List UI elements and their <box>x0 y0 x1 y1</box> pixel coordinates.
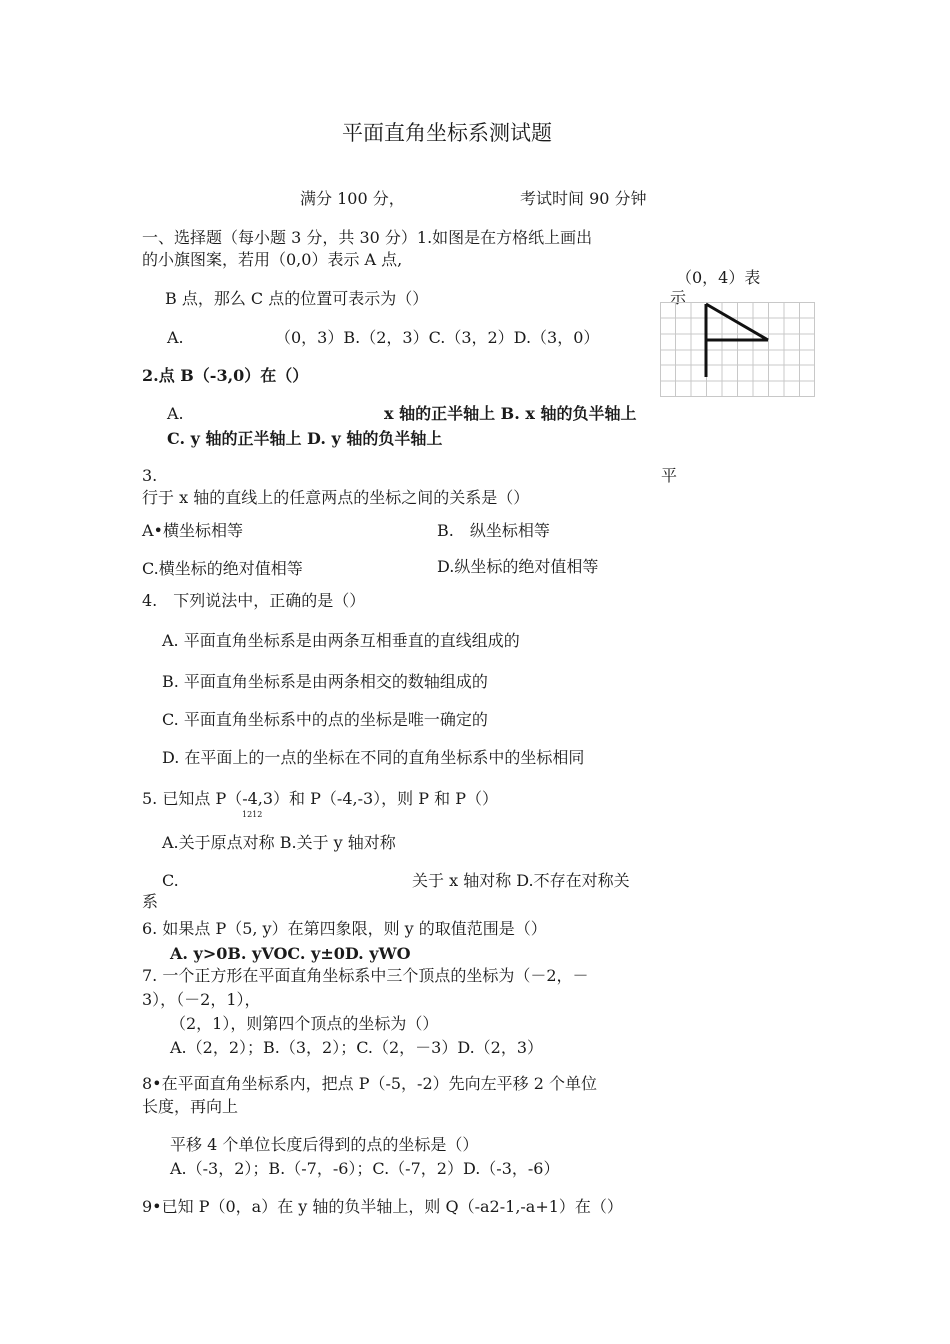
q5-options-ab: A.关于原点对称 B.关于 y 轴对称 <box>162 833 396 852</box>
q4-option-b: B. 平面直角坐标系是由两条相交的数轴组成的 <box>162 672 488 691</box>
q8-stem-line2: 长度，再向上 <box>142 1097 239 1116</box>
q1-side-text-2: 示 <box>670 288 687 307</box>
q3-option-b: B. 纵坐标相等 <box>437 521 550 540</box>
q7-options: A.（2，2）；B.（3，2）；C.（2，－3）D.（2，3） <box>170 1038 544 1057</box>
q2-stem: 2.点 B（-3,0）在（） <box>142 366 309 385</box>
q7-stem-line2: 3），（－2，1）， <box>142 990 261 1009</box>
q5-subscripts: 1212 <box>242 810 263 819</box>
flag-on-grid-icon <box>660 302 815 397</box>
q4-option-c: C. 平面直角坐标系中的点的坐标是唯一确定的 <box>162 710 488 729</box>
q6-options: A. y>0B. yVOC. y±0D. yWO <box>170 944 411 963</box>
q1-side-text: （0，4）表 <box>676 268 761 287</box>
q3-option-c: C.横坐标的绝对值相等 <box>142 559 303 578</box>
q3-option-a: A•横坐标相等 <box>142 521 243 540</box>
q4-option-a: A. 平面直角坐标系是由两条互相垂直的直线组成的 <box>162 631 520 650</box>
q3-stem: 行于 x 轴的直线上的任意两点的坐标之间的关系是（） <box>142 488 530 507</box>
q1-stem-line3: B 点，那么 C 点的位置可表示为（） <box>165 289 429 308</box>
q5-option-c-label: C. <box>162 871 179 890</box>
q5-wrap: 系 <box>142 892 159 911</box>
q7-stem-line1: 7. 一个正方形在平面直角坐标系中三个顶点的坐标为（－2，－ <box>142 966 589 985</box>
q1-options: （0，3）B.（2，3）C.（3，2）D.（3，0） <box>275 328 600 347</box>
q2-option-a-label: A. <box>167 404 184 423</box>
q8-options: A.（-3，2）；B.（-7，-6）；C.（-7，2）D.（-3，-6） <box>170 1159 560 1178</box>
q2-options-line1: x 轴的正半轴上 B. x 轴的负半轴上 <box>384 404 637 423</box>
total-score: 满分 100 分， <box>300 189 405 208</box>
q1-stem-line1: 一、选择题（每小题 3 分，共 30 分）1.如图是在方格纸上画出 <box>142 228 593 247</box>
q1-option-a-label: A. <box>167 328 184 347</box>
q5-options-cd: 关于 x 轴对称 D.不存在对称关 <box>412 871 630 890</box>
q1-stem-line2: 的小旗图案，若用（0,0）表示 A 点, <box>142 250 403 269</box>
q7-stem-line3: （2，1），则第四个顶点的坐标为（） <box>170 1014 439 1033</box>
q3-side-text: 平 <box>661 466 678 485</box>
q9-stem: 9•已知 P（0，a）在 y 轴的负半轴上，则 Q（-a2-1,-a+1）在（） <box>142 1197 623 1216</box>
exam-time: 考试时间 90 分钟 <box>520 189 647 208</box>
q6-stem: 6. 如果点 P（5, y）在第四象限，则 y 的取值范围是（） <box>142 919 547 938</box>
q8-stem-line3: 平移 4 个单位长度后得到的点的坐标是（） <box>170 1135 479 1154</box>
q2-options-line2: C. y 轴的正半轴上 D. y 轴的负半轴上 <box>167 429 443 448</box>
page-title: 平面直角坐标系测试题 <box>342 121 552 145</box>
q4-stem: 4. 下列说法中，正确的是（） <box>142 591 366 610</box>
q4-option-d: D. 在平面上的一点的坐标在不同的直角坐标系中的坐标相同 <box>162 748 585 767</box>
q3-number: 3. <box>142 466 158 485</box>
q5-stem: 5. 已知点 P（-4,3）和 P（-4,-3），则 P 和 P（） <box>142 789 498 808</box>
q3-option-d: D.纵坐标的绝对值相等 <box>437 557 599 576</box>
q8-stem-line1: 8•在平面直角坐标系内，把点 P（-5，-2）先向左平移 2 个单位 <box>142 1074 597 1093</box>
